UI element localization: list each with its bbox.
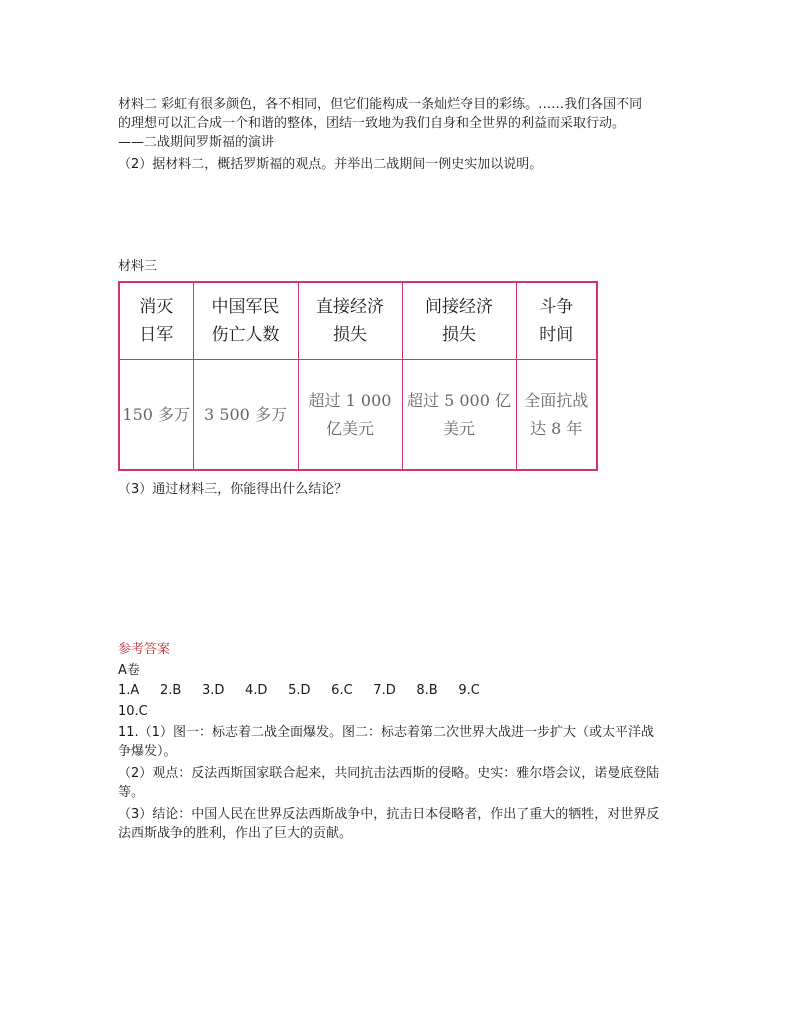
header-cell-direct-loss — [298, 282, 402, 360]
header-text: 斗争 — [539, 297, 574, 317]
cell-text: 达 8 年 — [530, 418, 583, 438]
header-text: 损失 — [333, 325, 367, 345]
answer-11-part2-line2: 等。 — [118, 785, 145, 800]
header-cell-annihilated — [119, 282, 193, 360]
question-3: （3）通过材料三，你能得出什么结论？ — [118, 482, 348, 497]
answers-volume: A卷 — [118, 663, 140, 678]
cell-duration — [516, 360, 597, 471]
cell-text: 超过 5 000 亿 — [407, 390, 511, 410]
header-text: 时间 — [539, 325, 574, 345]
cell-casualties — [193, 360, 298, 471]
answers-mc-line: 1.A 2.B 3.D 4.D 5.D 6.C 7.D 8.B 9.C — [118, 683, 480, 698]
answers-mc-line2: 10.C — [118, 704, 148, 719]
answer-11-part1-line1: 11.（1）图一：标志着二战全面爆发。图二：标志着第二次世界大战进一步扩大（或太平洋战 — [118, 725, 654, 740]
header-text: 消灭 — [139, 297, 174, 317]
header-text: 损失 — [442, 325, 476, 345]
answer-11-part3-line1: （3）结论：中国人民在世界反法西斯战争中，抗击日本侵略者，作出了重大的牺牲，对世界反 — [118, 807, 660, 822]
cell-text: 亿美元 — [325, 418, 374, 438]
header-text: 伤亡人数 — [211, 325, 280, 345]
material2-text-line2: 的理想可以汇合成一个和谐的整体，团结一致地为我们自身和全世界的利益而采取行动。 — [118, 116, 626, 131]
cell-text: 超过 1 000 — [308, 390, 392, 410]
header-text: 日军 — [139, 325, 174, 345]
header-cell-casualties — [193, 282, 298, 360]
header-text: 中国军民 — [211, 297, 280, 317]
cell-text: 3 500 多万 — [204, 404, 287, 424]
answer-11-part1-line2: 争爆发）。 — [118, 744, 177, 759]
material2-source: ——二战期间罗斯福的演讲 — [118, 135, 275, 150]
material2-text-line1: 材料二 彩虹有很多颜色，各不相同，但它们能构成一条灿烂夺目的彩练。……我们各国不同 — [118, 97, 643, 112]
cell-text: 全面抗战 — [524, 390, 589, 410]
header-cell-duration — [516, 282, 597, 360]
question-2: （2）据材料二，概括罗斯福的观点。并举出二战期间一例史实加以说明。 — [118, 157, 543, 172]
material3-table — [118, 281, 598, 471]
answer-11-part3-line2: 法西斯战争的胜利，作出了巨大的贡献。 — [118, 826, 353, 841]
header-text: 间接经济 — [425, 297, 493, 317]
cell-text: 美元 — [442, 418, 475, 438]
answers-heading: 参考答案 — [118, 642, 171, 657]
material3-title: 材料三 — [118, 259, 158, 274]
cell-direct-loss — [298, 360, 402, 471]
cell-indirect-loss — [402, 360, 516, 471]
cell-annihilated — [119, 360, 193, 471]
header-cell-indirect-loss — [402, 282, 516, 360]
header-text: 直接经济 — [316, 297, 384, 317]
table-row — [119, 360, 597, 471]
cell-text: 150 多万 — [122, 404, 191, 424]
answer-11-part2-line1: （2）观点：反法西斯国家联合起来，共同抗击法西斯的侵略。史实：雅尔塔会议，诺曼底登陆 — [118, 766, 660, 781]
table-header-row — [119, 282, 597, 360]
